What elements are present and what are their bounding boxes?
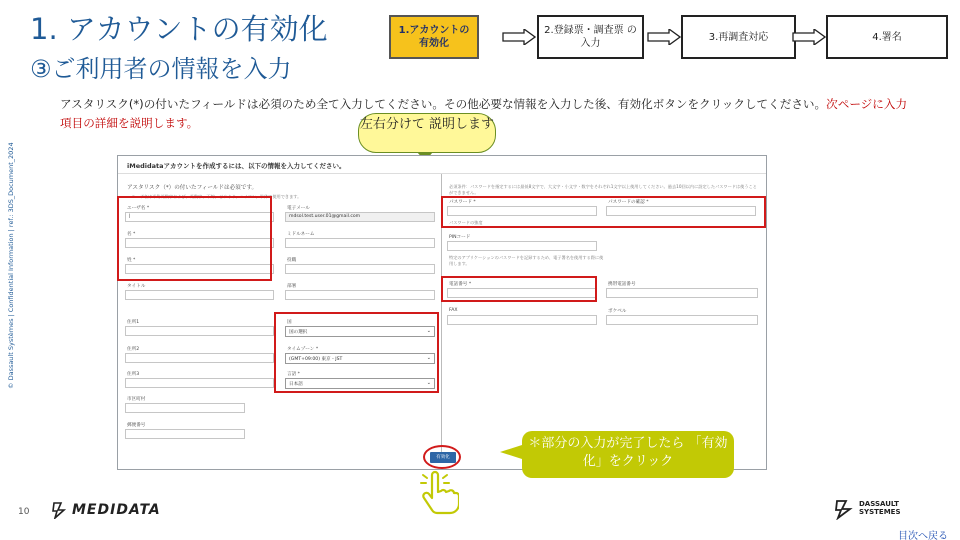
password-confirm-label: パスワードの確認 * — [608, 200, 649, 205]
username-label: ユーザ名 * — [127, 206, 150, 211]
confidential-text: © Dassault Systèmes | Confidential Information | ref.: 3DS_Document_2024 — [7, 142, 15, 389]
fax-label: FAX — [449, 308, 458, 313]
middle-name-input[interactable] — [285, 238, 435, 248]
postal-input[interactable] — [125, 429, 245, 439]
pin-input[interactable] — [447, 241, 597, 251]
click-callout-text: ＊部分の入力が完了したら 「有効化」をクリック — [528, 436, 728, 470]
address2-label: 住所2 — [127, 347, 140, 352]
username-input[interactable]: | — [125, 212, 274, 222]
job-title-label: 役職 — [287, 258, 297, 263]
country-label: 国 — [287, 320, 292, 325]
step-2: 2.登録票・調査票 の入力 — [537, 15, 644, 59]
timezone-select-value: (GMT+09:00) 東京 - JST — [289, 357, 343, 362]
page-number: 10 — [18, 507, 30, 517]
address3-input[interactable] — [125, 378, 274, 388]
department-input[interactable] — [285, 290, 435, 300]
address2-input[interactable] — [125, 353, 274, 363]
highlight-name-fields — [117, 196, 272, 281]
confidential-sidebar — [6, 142, 16, 390]
highlight-password-fields — [441, 196, 766, 228]
hand-pointer-icon — [417, 470, 459, 515]
timezone-label: タイムゾーン * — [287, 347, 319, 352]
chevron-down-icon: ⌄ — [426, 328, 431, 334]
password-label: パスワード * — [449, 200, 476, 205]
instruction-note: 次ページに入力項目の詳細を説明します。 — [60, 97, 908, 130]
highlight-activate-button — [423, 445, 461, 469]
language-label: 言語 * — [287, 372, 300, 377]
chevron-down-icon: ⌄ — [426, 355, 431, 361]
3ds-logo-icon — [52, 501, 68, 519]
required-note: アスタリスク（*）の付いたフィールドは必須です。 — [127, 185, 258, 191]
click-callout — [522, 431, 734, 478]
first-name-label: 名 * — [127, 232, 136, 237]
3ds-logo-icon — [834, 498, 856, 520]
middle-name-label: ミドルネーム — [287, 232, 315, 237]
honorific-label: タイトル — [127, 284, 146, 289]
dassault-wordmark — [859, 501, 901, 516]
pin-label: PINコード — [449, 235, 471, 240]
callout-tail — [500, 445, 522, 459]
job-title-input[interactable] — [285, 264, 435, 274]
honorific-input[interactable] — [125, 290, 274, 300]
pin-note: 特定のアプリケーションのパスワードを記録するため、電子署名を使用する際に使用します。 — [449, 255, 604, 266]
city-label: 市区町村 — [127, 397, 146, 402]
mobile-input[interactable] — [606, 288, 758, 298]
medidata-wordmark: MEDIDATA — [72, 502, 161, 518]
chevron-down-icon: ⌄ — [426, 380, 431, 386]
mobile-label: 携帯電話番号 — [608, 282, 636, 287]
medidata-logo — [52, 499, 161, 521]
city-input[interactable] — [125, 403, 245, 413]
department-label: 部署 — [287, 284, 297, 289]
address1-label: 住所1 — [127, 320, 140, 325]
dassault-line1: DASSAULT — [859, 500, 899, 509]
form-heading: iMedidataアカウントを作成するには、以下の情報を入力してください。 — [118, 156, 767, 174]
username-hint: ・ユーザ名は半角英数字および、英数字、下線、ピリオド、ハイフン、単体で使用できます。 — [127, 194, 302, 199]
highlight-phone-field — [441, 276, 597, 302]
page-subtitle: ③ご利用者の情報を入力 — [30, 55, 292, 83]
address1-input[interactable] — [125, 326, 274, 336]
language-select-value: 日本語 — [289, 382, 303, 387]
dassault-logo — [834, 494, 901, 524]
address3-label: 住所3 — [127, 372, 140, 377]
step-1: 1.アカウントの 有効化 — [389, 15, 479, 59]
password-rules: 必須条件：パスワードを指定するには最低8文字で、大文字・小文字・数字をそれぞれ1文字以上使用してください。過去10回以内に設定したパスワードは使うことができません。 — [449, 184, 757, 195]
arrow-right-icon — [502, 29, 536, 45]
highlight-select-fields — [274, 312, 439, 393]
page-title: 1. アカウントの有効化 — [30, 12, 328, 46]
email-field: mdsol.test.user.01@gmail.com — [285, 212, 435, 222]
pager-input[interactable] — [606, 315, 758, 325]
password-strength: パスワードの強度 — [449, 220, 483, 225]
fax-input[interactable] — [447, 315, 597, 325]
split-callout — [358, 113, 496, 153]
activate-button[interactable]: 有効化 — [430, 452, 456, 463]
postal-label: 郵便番号 — [127, 423, 146, 428]
arrow-right-icon — [647, 29, 681, 45]
step-3: 3.再調査対応 — [681, 15, 796, 59]
last-name-label: 姓 * — [127, 258, 136, 263]
pager-label: ポケベル — [608, 309, 627, 314]
step-flow — [389, 15, 949, 61]
back-to-toc-link[interactable]: 目次へ戻る — [898, 531, 948, 540]
dassault-line2: SYSTEMES — [859, 508, 901, 516]
arrow-right-icon — [792, 29, 826, 45]
instruction-main: アスタリスク(*)の付いたフィールドは必須のため全て入力してください。その他必要な情報を入力した後、有効化ボタンをクリックしてください。 — [60, 97, 827, 111]
country-select-value: 国の選択 — [289, 330, 308, 335]
email-label: 電子メール — [287, 206, 310, 211]
split-callout-text: 左右分けて 説明します — [359, 117, 495, 132]
step-4: 4.署名 — [826, 15, 948, 59]
phone-label: 電話番号 * — [449, 282, 472, 287]
